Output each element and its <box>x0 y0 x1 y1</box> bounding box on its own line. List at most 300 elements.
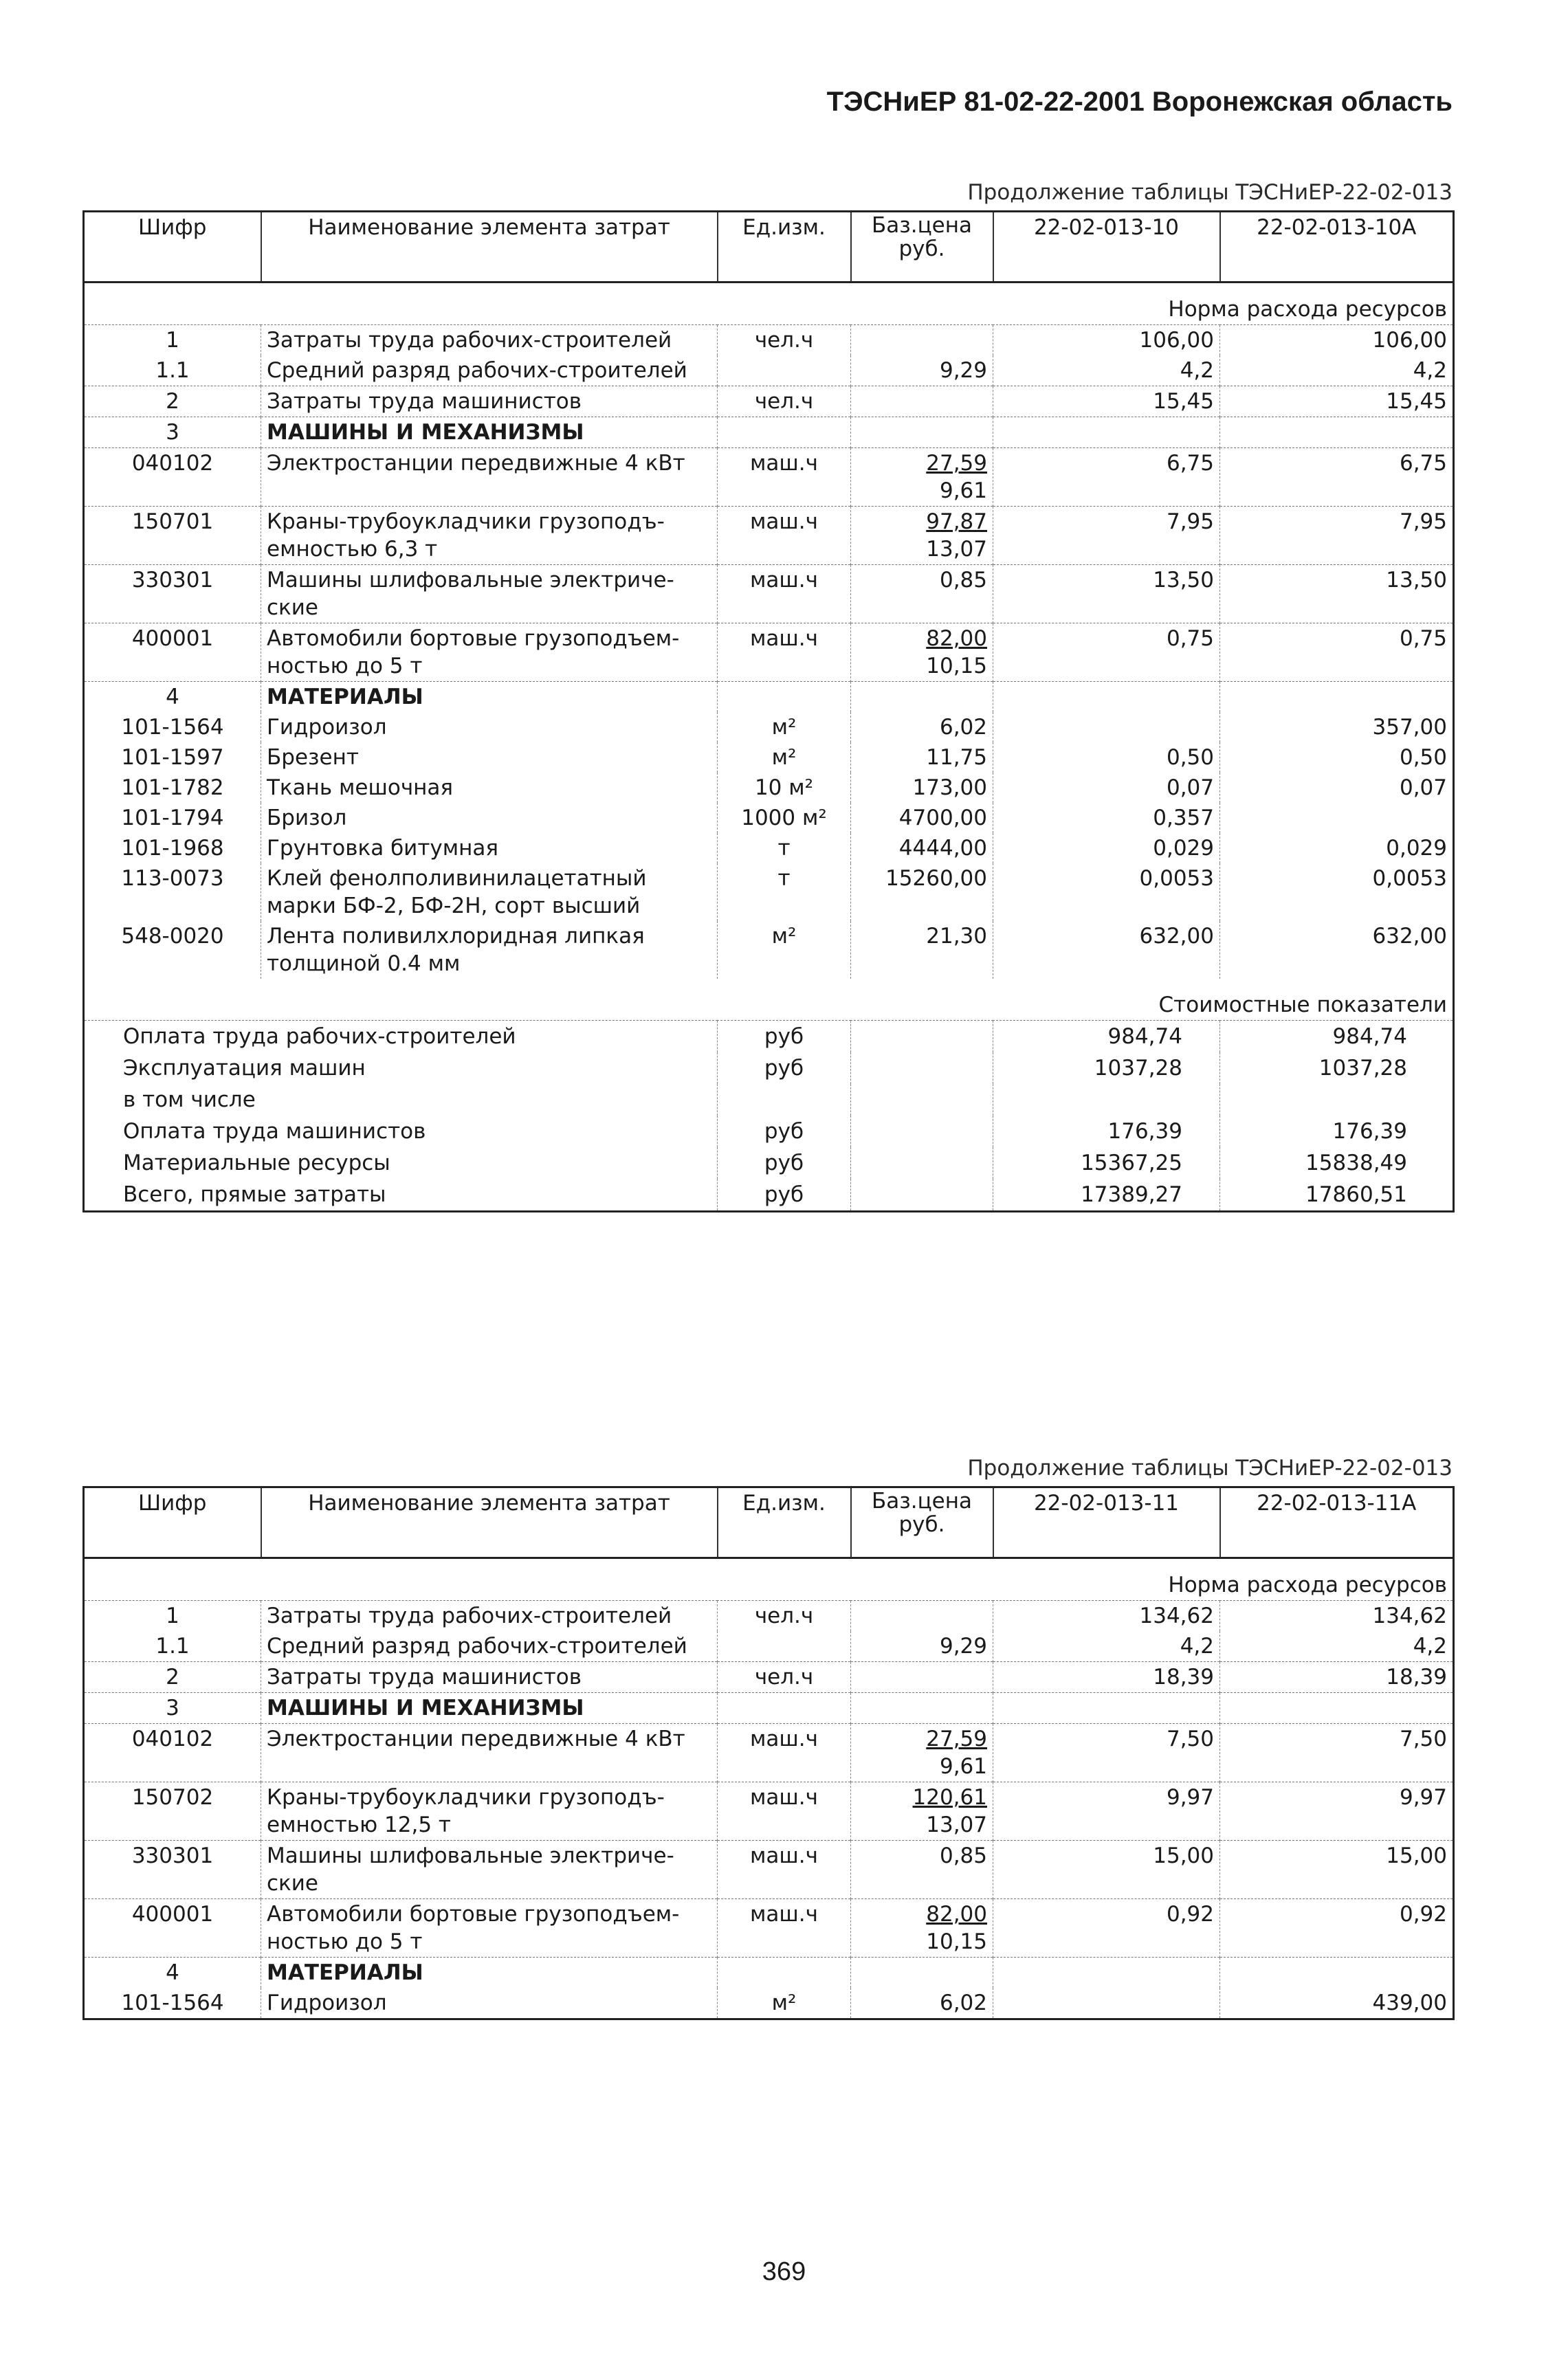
cell-norm-b: 357,00 <box>1220 712 1454 742</box>
cell-name <box>261 803 718 833</box>
cell-name <box>261 507 718 565</box>
cell-name-line1: Затраты труда рабочих-строителей <box>267 328 672 353</box>
cell-price <box>851 1662 993 1693</box>
table-row <box>84 448 1454 507</box>
table-row <box>84 742 1454 773</box>
header-price-line1: Баз.цена <box>871 1489 973 1514</box>
resource-norms-table <box>82 210 1455 1212</box>
cell-price <box>851 386 993 417</box>
cell-price <box>851 742 993 773</box>
cell-name-line2: ностью до 5 т <box>267 654 423 678</box>
cost-subheader-row <box>84 979 1454 1021</box>
cell-name-line1: МАШИНЫ И МЕХАНИЗМЫ <box>267 1696 584 1720</box>
cell-code: 3 <box>84 417 261 448</box>
cell-code: 150701 <box>84 507 261 565</box>
table-row <box>84 507 1454 565</box>
header-price <box>851 1487 993 1558</box>
cell-name-line1: Электростанции передвижные 4 кВт <box>267 1727 685 1751</box>
table-row <box>84 833 1454 863</box>
cell-price-main: 4700,00 <box>898 806 987 830</box>
cell-name-line1: Лента поливилхлоридная липкая <box>267 924 645 949</box>
cell-price-machinist: 9,61 <box>939 1754 987 1779</box>
cell-name-line1: Бризол <box>267 806 347 830</box>
cost-row-a: 1037,28 <box>993 1052 1220 1084</box>
cell-price-main: 4444,00 <box>898 836 987 861</box>
cell-code: 040102 <box>84 1724 261 1782</box>
cost-row-empty <box>851 1021 993 1053</box>
cell-norm-b: 0,07 <box>1220 773 1454 803</box>
cell-price <box>851 863 993 921</box>
cost-row <box>84 1179 1454 1212</box>
cell-price-main: 82,00 <box>926 1902 987 1927</box>
cell-name <box>261 1958 718 1989</box>
cell-norm-a: 0,50 <box>993 742 1220 773</box>
table-row <box>84 1988 1454 2019</box>
cell-code: 1 <box>84 1601 261 1632</box>
cell-price <box>851 623 993 682</box>
cell-price-main: 9,29 <box>939 1634 987 1659</box>
cell-price <box>851 1724 993 1782</box>
cost-row-label: Оплата труда машинистов <box>123 1119 426 1144</box>
cost-row-empty <box>851 1052 993 1084</box>
cell-norm-b <box>1220 682 1454 713</box>
cell-name-line2: толщиной 0.4 мм <box>267 951 461 976</box>
cell-name <box>261 355 718 386</box>
cell-price <box>851 803 993 833</box>
cell-norm-b: 9,97 <box>1220 1782 1454 1841</box>
cell-price <box>851 325 993 356</box>
cell-price-main: 15260,00 <box>885 866 987 891</box>
cell-name <box>261 773 718 803</box>
cell-norm-b <box>1220 417 1454 448</box>
cell-name-line1: Затраты труда рабочих-строителей <box>267 1604 672 1628</box>
cost-row-a: 176,39 <box>993 1116 1220 1147</box>
cost-row-a: 15367,25 <box>993 1147 1220 1179</box>
table-row <box>84 1899 1454 1958</box>
cell-unit: маш.ч <box>718 1782 851 1841</box>
cost-row <box>84 1084 1454 1116</box>
cost-row-unit: руб <box>718 1147 851 1179</box>
cell-price-machinist: 13,07 <box>926 537 987 562</box>
cost-row-b: 17860,51 <box>1220 1179 1454 1212</box>
cell-code: 1.1 <box>155 1634 190 1659</box>
table-body <box>84 1558 1454 2019</box>
cell-unit <box>718 1631 851 1662</box>
cell-norm-a: 0,92 <box>993 1899 1220 1958</box>
cell-unit: т <box>718 863 851 921</box>
cell-norm-b: 18,39 <box>1220 1662 1454 1693</box>
table-row <box>84 1601 1454 1632</box>
cell-name-line1: Брезент <box>267 745 359 770</box>
cell-name-line1: Автомобили бортовые грузоподъем- <box>267 1902 680 1927</box>
cell-name <box>261 448 718 507</box>
table-row <box>84 355 1454 386</box>
cell-norm-a: 18,39 <box>993 1662 1220 1693</box>
cell-norm-a: 0,357 <box>993 803 1220 833</box>
cell-name-line1: Затраты труда машинистов <box>267 1665 582 1690</box>
table-caption-2: Продолжение таблицы ТЭСНиЕР-22-02-013 <box>967 1456 1453 1481</box>
cell-norm-a: 0,07 <box>993 773 1220 803</box>
cell-name <box>261 921 718 979</box>
cell-name <box>261 1601 718 1632</box>
cell-code: 3 <box>84 1693 261 1724</box>
cell-name <box>261 1631 718 1662</box>
header-col-b: 22-02-013-10А <box>1220 212 1454 283</box>
cell-name <box>261 742 718 773</box>
cell-norm-a <box>993 1988 1220 2019</box>
cell-name <box>261 1662 718 1693</box>
cell-code: 330301 <box>84 1841 261 1899</box>
cell-unit: чел.ч <box>718 386 851 417</box>
cell-unit: маш.ч <box>718 1899 851 1958</box>
cell-name-line1: МАТЕРИАЛЫ <box>267 685 423 709</box>
cell-price-main: 9,29 <box>939 358 987 383</box>
header-price-line1: Баз.цена <box>871 213 973 238</box>
cell-name-line2: ские <box>267 1871 318 1896</box>
header-unit: Ед.изм. <box>718 1487 851 1558</box>
cell-unit: м² <box>718 1988 851 2019</box>
norm-label: Норма расхода ресурсов <box>84 283 1454 325</box>
cell-unit: м² <box>718 712 851 742</box>
table-row <box>84 1662 1454 1693</box>
cell-name <box>261 682 718 713</box>
cell-name <box>261 325 718 356</box>
cell-unit: чел.ч <box>718 325 851 356</box>
cell-name-line1: МАШИНЫ И МЕХАНИЗМЫ <box>267 420 584 445</box>
cell-norm-a <box>993 1693 1220 1724</box>
cell-price-main: 27,59 <box>926 1727 987 1751</box>
cell-norm-b: 0,75 <box>1220 623 1454 682</box>
cell-price <box>851 1631 993 1662</box>
cell-norm-b: 134,62 <box>1220 1601 1454 1632</box>
cell-price <box>851 1841 993 1899</box>
cell-norm-b: 13,50 <box>1220 565 1454 623</box>
cell-norm-b: 6,75 <box>1220 448 1454 507</box>
cost-row <box>84 1021 1454 1053</box>
cell-price-main: 11,75 <box>926 745 987 770</box>
cell-unit: маш.ч <box>718 1841 851 1899</box>
cost-row-empty <box>851 1179 993 1212</box>
cell-unit: чел.ч <box>718 1601 851 1632</box>
cost-row-unit: руб <box>718 1052 851 1084</box>
cell-code: 330301 <box>84 565 261 623</box>
cell-unit <box>718 1958 851 1989</box>
header-price <box>851 212 993 283</box>
cell-norm-a: 7,95 <box>993 507 1220 565</box>
cell-unit: м² <box>718 742 851 773</box>
cell-name <box>261 1693 718 1724</box>
cell-norm-b: 0,50 <box>1220 742 1454 773</box>
cell-price-machinist: 10,15 <box>926 654 987 678</box>
cell-price <box>851 773 993 803</box>
cost-row-label: Всего, прямые затраты <box>123 1182 386 1207</box>
cell-code: 1.1 <box>155 358 190 383</box>
cell-price <box>851 1693 993 1724</box>
cell-name <box>261 417 718 448</box>
cell-name-line1: Грунтовка битумная <box>267 836 499 861</box>
cost-row-unit: руб <box>718 1179 851 1212</box>
cell-price <box>851 1782 993 1841</box>
cost-row-b: 15838,49 <box>1220 1147 1454 1179</box>
cell-price <box>851 507 993 565</box>
cost-row-label: в том числе <box>123 1087 256 1112</box>
cell-code: 400001 <box>84 623 261 682</box>
cell-price-main: 0,85 <box>939 1843 987 1868</box>
cell-name <box>261 1782 718 1841</box>
table-row <box>84 386 1454 417</box>
header-unit: Ед.изм. <box>718 212 851 283</box>
table-row <box>84 712 1454 742</box>
cost-row <box>84 1116 1454 1147</box>
cell-price <box>851 1958 993 1989</box>
cell-name-line2: ские <box>267 595 318 620</box>
norm-subheader-row <box>84 1558 1454 1601</box>
table-row <box>84 682 1454 713</box>
cell-code: 101-1564 <box>121 1991 224 2015</box>
page-number: 369 <box>762 2257 806 2286</box>
cost-row-a: 984,74 <box>993 1021 1220 1053</box>
cell-code: 101-1794 <box>121 806 224 830</box>
cell-name <box>261 1724 718 1782</box>
cell-price <box>851 682 993 713</box>
table-row <box>84 773 1454 803</box>
cell-name <box>261 1988 718 2019</box>
cell-name-line2: емностью 12,5 т <box>267 1813 451 1837</box>
cell-price <box>851 712 993 742</box>
cell-code: 2 <box>84 386 261 417</box>
cell-norm-b: 7,95 <box>1220 507 1454 565</box>
cell-price-machinist: 10,15 <box>926 1929 987 1954</box>
cell-norm-b: 0,0053 <box>1220 863 1454 921</box>
cell-unit: чел.ч <box>718 1662 851 1693</box>
cell-code: 101-1782 <box>121 775 224 800</box>
resource-norms-table-2 <box>82 1486 1455 2020</box>
cell-norm-a: 4,2 <box>993 355 1220 386</box>
cell-code: 101-1968 <box>121 836 224 861</box>
cell-norm-a: 9,97 <box>993 1782 1220 1841</box>
cost-row-label: Эксплуатация машин <box>123 1056 366 1081</box>
cell-norm-a: 0,0053 <box>993 863 1220 921</box>
page-title: ТЭСНиЕР 81-02-22-2001 Воронежская область <box>826 87 1453 117</box>
cell-code: 040102 <box>84 448 261 507</box>
cost-row-b <box>1220 1084 1454 1116</box>
cost-row-b: 1037,28 <box>1220 1052 1454 1084</box>
cost-row-empty <box>851 1147 993 1179</box>
cell-price-main: 173,00 <box>912 775 987 800</box>
cell-code: 4 <box>84 682 261 713</box>
cell-price <box>851 448 993 507</box>
cell-norm-a <box>993 1958 1220 1989</box>
cell-norm-a: 6,75 <box>993 448 1220 507</box>
cell-price-main: 0,85 <box>939 568 987 592</box>
cell-name <box>261 712 718 742</box>
cell-code: 101-1564 <box>121 715 224 740</box>
cost-row-empty <box>851 1084 993 1116</box>
cell-price-main: 21,30 <box>926 924 987 949</box>
table-row <box>84 623 1454 682</box>
cell-norm-b: 0,92 <box>1220 1899 1454 1958</box>
cell-unit: 10 м² <box>718 773 851 803</box>
cell-unit <box>718 355 851 386</box>
cell-name-line1: Автомобили бортовые грузоподъем- <box>267 626 680 651</box>
cell-price <box>851 417 993 448</box>
table-header-row <box>84 212 1454 283</box>
cost-row-empty <box>851 1116 993 1147</box>
header-price-line2: руб. <box>898 1512 945 1537</box>
cell-code: 4 <box>84 1958 261 1989</box>
cell-name-line1: Краны-трубоукладчики грузоподъ- <box>267 509 665 534</box>
cost-row-a <box>993 1084 1220 1116</box>
cell-price-main: 82,00 <box>926 626 987 651</box>
cell-name <box>261 863 718 921</box>
table-row <box>84 863 1454 921</box>
cell-price-machinist: 9,61 <box>939 478 987 503</box>
table-row <box>84 1958 1454 1989</box>
cell-norm-b: 439,00 <box>1220 1988 1454 2019</box>
cell-unit: маш.ч <box>718 1724 851 1782</box>
cell-price-machinist: 13,07 <box>926 1813 987 1837</box>
header-name: Наименование элемента затрат <box>261 212 718 283</box>
cell-price <box>851 1988 993 2019</box>
header-col-a: 22-02-013-10 <box>993 212 1220 283</box>
table-row <box>84 417 1454 448</box>
cell-norm-b: 0,029 <box>1220 833 1454 863</box>
cell-price <box>851 1601 993 1632</box>
header-code: Шифр <box>84 1487 261 1558</box>
cell-name-line1: Машины шлифовальные электриче- <box>267 568 674 592</box>
cell-name <box>261 565 718 623</box>
cost-row-a: 17389,27 <box>993 1179 1220 1212</box>
table-body <box>84 283 1454 1212</box>
table-row <box>84 803 1454 833</box>
cost-row <box>84 1147 1454 1179</box>
cell-price-main: 97,87 <box>926 509 987 534</box>
cost-row-unit <box>718 1084 851 1116</box>
cell-unit: маш.ч <box>718 623 851 682</box>
cell-norm-a: 13,50 <box>993 565 1220 623</box>
cell-norm-a: 0,029 <box>993 833 1220 863</box>
table-caption: Продолжение таблицы ТЭСНиЕР-22-02-013 <box>967 180 1453 205</box>
cell-norm-a: 15,00 <box>993 1841 1220 1899</box>
cell-price <box>851 355 993 386</box>
cell-code: 113-0073 <box>121 866 224 891</box>
table-row <box>84 1782 1454 1841</box>
table-row <box>84 1724 1454 1782</box>
cost-row-b: 176,39 <box>1220 1116 1454 1147</box>
norm-subheader-row <box>84 283 1454 325</box>
cell-norm-a <box>993 682 1220 713</box>
cell-price <box>851 833 993 863</box>
cell-name-line1: МАТЕРИАЛЫ <box>267 1960 423 1985</box>
cell-norm-a: 0,75 <box>993 623 1220 682</box>
cell-price-main: 6,02 <box>939 715 987 740</box>
cell-norm-a: 4,2 <box>993 1631 1220 1662</box>
cell-norm-b <box>1220 803 1454 833</box>
cell-norm-b: 106,00 <box>1220 325 1454 356</box>
cell-name <box>261 1841 718 1899</box>
cell-norm-b: 4,2 <box>1220 355 1454 386</box>
cell-name-line2: ностью до 5 т <box>267 1929 423 1954</box>
cell-code: 400001 <box>84 1899 261 1958</box>
cell-name-line1: Гидроизол <box>267 715 387 740</box>
table-row <box>84 921 1454 979</box>
table-row <box>84 565 1454 623</box>
header-name: Наименование элемента затрат <box>261 1487 718 1558</box>
cell-norm-b <box>1220 1693 1454 1724</box>
table-row <box>84 1631 1454 1662</box>
cell-name-line1: Машины шлифовальные электриче- <box>267 1843 674 1868</box>
cell-unit <box>718 417 851 448</box>
cell-unit <box>718 1693 851 1724</box>
cell-price <box>851 1899 993 1958</box>
header-code: Шифр <box>84 212 261 283</box>
cell-code: 548-0020 <box>121 924 224 949</box>
cell-name-line1: Средний разряд рабочих-строителей <box>267 1634 687 1659</box>
cost-row-label: Материальные ресурсы <box>123 1151 390 1175</box>
cell-name-line2: емностью 6,3 т <box>267 537 438 562</box>
cell-name-line1: Ткань мешочная <box>267 775 454 800</box>
cell-norm-b: 7,50 <box>1220 1724 1454 1782</box>
cell-price <box>851 921 993 979</box>
cell-unit: маш.ч <box>718 448 851 507</box>
cell-unit: м² <box>718 921 851 979</box>
cell-norm-a: 632,00 <box>993 921 1220 979</box>
table-row <box>84 1841 1454 1899</box>
cell-norm-a: 7,50 <box>993 1724 1220 1782</box>
cell-name-line1: Средний разряд рабочих-строителей <box>267 358 687 383</box>
header-col-a: 22-02-013-11 <box>993 1487 1220 1558</box>
cost-label: Стоимостные показатели <box>84 979 1454 1021</box>
cell-code: 101-1597 <box>121 745 224 770</box>
norm-label: Норма расхода ресурсов <box>84 1558 1454 1601</box>
header-price-line2: руб. <box>898 236 945 261</box>
cell-unit: маш.ч <box>718 507 851 565</box>
cell-code: 2 <box>84 1662 261 1693</box>
cell-name-line1: Краны-трубоукладчики грузоподъ- <box>267 1785 665 1810</box>
cell-unit: т <box>718 833 851 863</box>
cell-norm-b: 632,00 <box>1220 921 1454 979</box>
cell-norm-b: 15,00 <box>1220 1841 1454 1899</box>
cell-name <box>261 386 718 417</box>
cell-name-line1: Клей фенолполивинилацетатный <box>267 866 647 891</box>
cell-code: 1 <box>84 325 261 356</box>
cell-name <box>261 833 718 863</box>
cost-row-label: Оплата труда рабочих-строителей <box>123 1024 516 1049</box>
cell-price <box>851 565 993 623</box>
cell-price-main: 6,02 <box>939 1991 987 2015</box>
cell-norm-b: 4,2 <box>1220 1631 1454 1662</box>
cell-unit: маш.ч <box>718 565 851 623</box>
cell-name-line1: Затраты труда машинистов <box>267 389 582 414</box>
cost-row-unit: руб <box>718 1021 851 1053</box>
cell-name <box>261 623 718 682</box>
cell-name-line1: Электростанции передвижные 4 кВт <box>267 451 685 476</box>
cell-price-main: 27,59 <box>926 451 987 476</box>
header-col-b: 22-02-013-11А <box>1220 1487 1454 1558</box>
cell-norm-b <box>1220 1958 1454 1989</box>
cell-norm-a: 134,62 <box>993 1601 1220 1632</box>
cell-name <box>261 1899 718 1958</box>
cell-code: 150702 <box>84 1782 261 1841</box>
cell-name-line2: марки БФ-2, БФ-2Н, сорт высший <box>267 894 641 918</box>
cost-row <box>84 1052 1454 1084</box>
cell-name-line1: Гидроизол <box>267 1991 387 2015</box>
cell-unit <box>718 682 851 713</box>
cell-norm-a <box>993 712 1220 742</box>
table-header-row <box>84 1487 1454 1558</box>
table-row <box>84 1693 1454 1724</box>
cell-unit: 1000 м² <box>718 803 851 833</box>
